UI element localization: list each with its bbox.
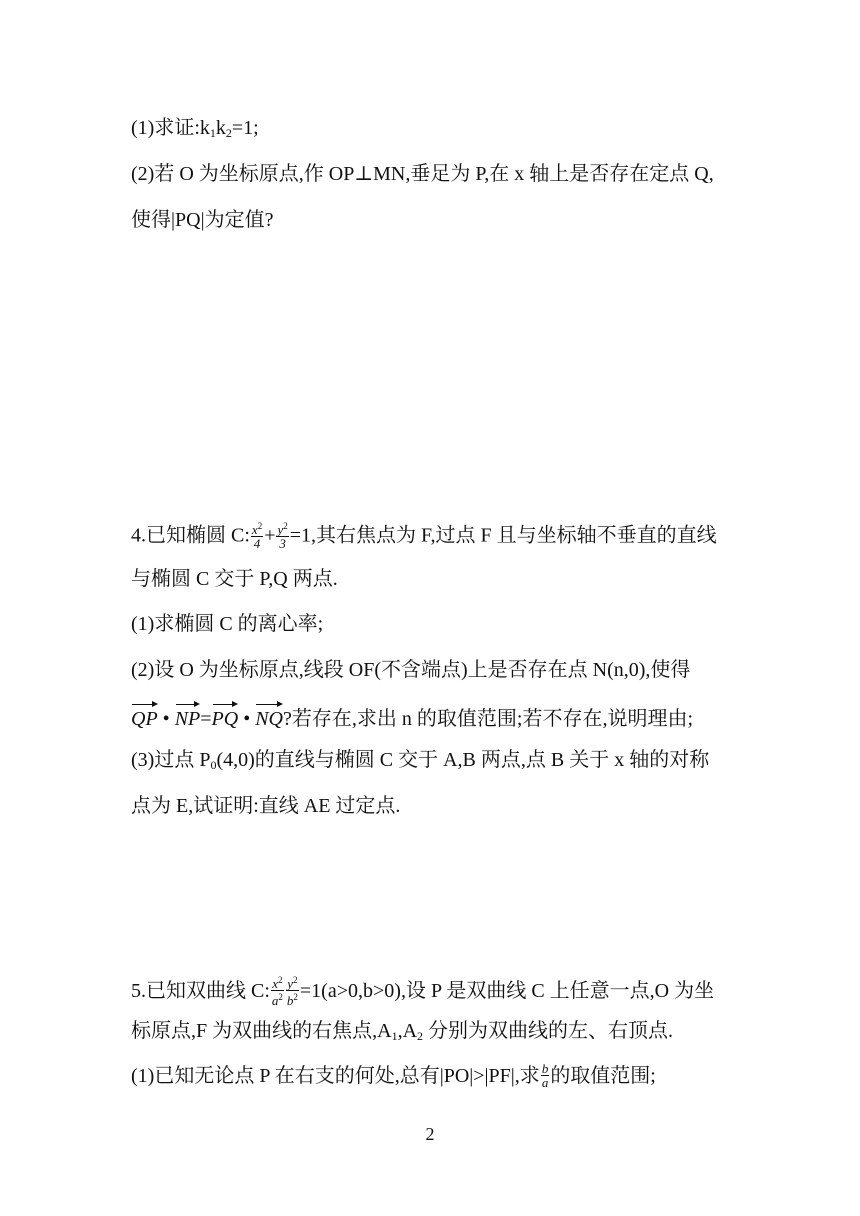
frac-numerator: y [277, 522, 284, 537]
q4-part1: (1)求椭圆 C 的离心率; [131, 613, 324, 635]
frac-exponent: 2 [293, 974, 298, 985]
frac-exponent: 2 [278, 991, 283, 1002]
q5-part1 [131, 1061, 656, 1091]
q4-part2-line1: (2)设 O 为坐标原点,线段 OF(不含端点)上是否存在点 N(n,0),使得 [131, 659, 691, 681]
q4-part3-line2: 点为 E,试证明:直线 AE 过定点. [131, 795, 401, 817]
frac-denominator: a [541, 1075, 549, 1090]
q5-line2-text-b: ,A [397, 1020, 418, 1042]
vector-nq: NQ [255, 701, 283, 731]
fraction-x2-over-a2 [271, 974, 284, 1007]
frac-exponent: 2 [293, 991, 298, 1002]
q3-part1 [131, 116, 259, 145]
vector-pq: PQ [212, 701, 239, 731]
q5-part1-text-b: 的取值范围; [550, 1065, 656, 1088]
frac-denominator: a [271, 992, 279, 1008]
q4-part3-text-b: (4,0)的直线与椭圆 C 交于 A,B 两点,点 B 关于 x 轴的对称 [216, 749, 710, 771]
q5-line1-tail: =1(a>0,b>0),设 P 是双曲线 C 上任意一点,O 为坐 [299, 980, 715, 1002]
q5-line2-text-c: 分别为双曲线的左、右顶点. [423, 1020, 674, 1042]
subscript: 1 [391, 1029, 398, 1043]
q5-part1-text-a: (1)已知无论点 P 在右支的何处,总有|PO|>|PF|,求 [131, 1065, 540, 1088]
subscript: 0 [210, 758, 217, 772]
frac-denominator: 3 [279, 536, 286, 551]
q4-part3-text-a: (3)过点 P [131, 749, 211, 771]
q3-part1-text-b: k [215, 117, 226, 139]
q4-intro-text: 4.已知椭圆 C: [131, 524, 250, 547]
q4-line1-tail: =1,其右焦点为 F,过点 F 且与坐标轴不垂直的直线 [289, 524, 717, 547]
frac-denominator: b [286, 992, 294, 1008]
vector-np: NP [175, 701, 201, 731]
vector-qp: QP [131, 701, 158, 731]
fraction-b-over-a [541, 1062, 550, 1089]
q4-part3-line1 [131, 748, 709, 777]
q3-part2-line1: (2)若 O 为坐标原点,作 OP⊥MN,垂足为 P,在 x 轴上是否存在定点 Q, [131, 163, 714, 185]
page-number: 2 [425, 1124, 435, 1144]
q5-intro-text: 5.已知双曲线 C: [131, 980, 270, 1002]
q3-part1-text-a: (1)求证:k [131, 117, 210, 139]
subscript: 1 [209, 126, 216, 140]
q4-part2-tail: ?若存在,求出 n 的取值范围;若不存在,说明理由; [283, 708, 694, 730]
plus-sign: + [264, 524, 276, 547]
q5-line2 [131, 1019, 673, 1048]
fraction-y2-over-3 [276, 520, 288, 550]
dot-operator: • [243, 708, 251, 730]
frac-exponent: 2 [283, 521, 288, 531]
frac-numerator: x [251, 522, 258, 537]
fraction-y2-over-b2 [286, 974, 299, 1007]
frac-numerator: y [287, 975, 294, 991]
q3-part2-line2: 使得|PQ|为定值? [131, 209, 274, 231]
subscript: 2 [225, 126, 232, 140]
dot-operator: • [162, 708, 170, 730]
frac-numerator: b [541, 1061, 549, 1076]
q4-line2: 与椭圆 C 交于 P,Q 两点. [131, 568, 338, 590]
q5-line1 [131, 973, 714, 1009]
q5-line2-text-a: 标原点,F 为双曲线的右焦点,A [131, 1020, 392, 1042]
q4-part2-line2 [131, 701, 693, 731]
equals-sign: = [200, 708, 212, 730]
q3-part1-text-c: =1; [231, 117, 259, 139]
fraction-x2-over-4 [251, 520, 263, 550]
frac-exponent: 2 [278, 974, 283, 985]
frac-numerator: x [272, 975, 279, 991]
frac-denominator: 4 [253, 536, 261, 551]
frac-exponent: 2 [257, 521, 263, 531]
q4-line1 [131, 522, 717, 552]
subscript: 2 [417, 1029, 424, 1043]
